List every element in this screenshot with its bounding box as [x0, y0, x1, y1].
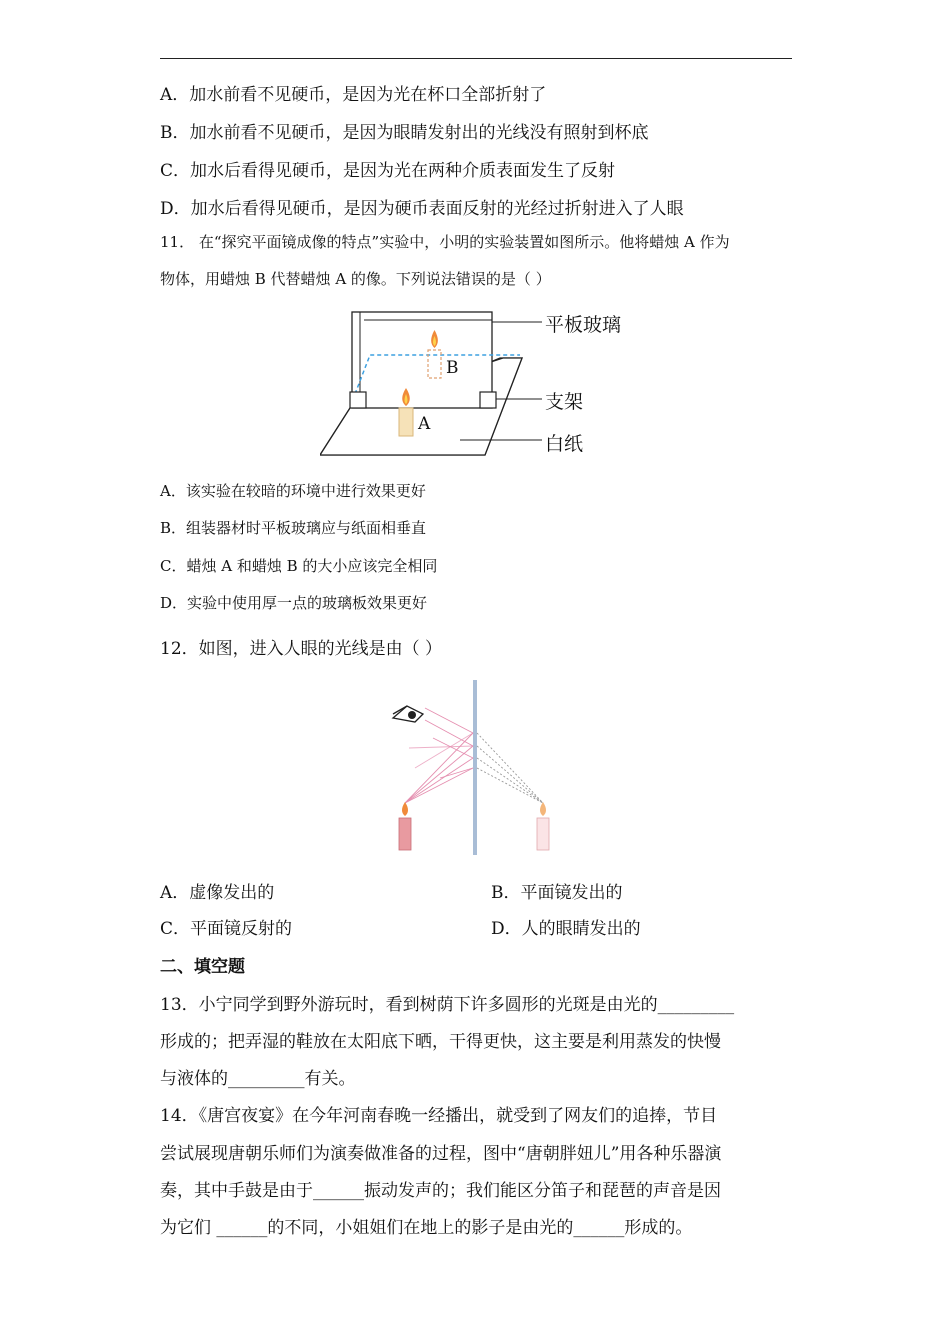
- q10-option-c: C．加水后看得见硬币，是因为光在两种介质表面发生了反射: [160, 161, 616, 181]
- real-candle: [399, 818, 411, 850]
- q13-line2: 形成的；把弄湿的鞋放在太阳底下晒，干得更快，这主要是利用蒸发的快慢: [160, 1032, 721, 1052]
- section-title: 二、填空题: [160, 957, 245, 977]
- q11-option-b: B．组装器材时平板玻璃应与纸面相垂直: [160, 519, 427, 537]
- q10-option-d: D．加水后看得见硬币，是因为硬币表面反射的光经过折射进入了人眼: [160, 199, 684, 219]
- q11-option-a: A．该实验在较暗的环境中进行效果更好: [160, 482, 426, 500]
- q14-line3: 奏，其中手鼓是由于______振动发声的；我们能区分笛子和琵琶的声音是因: [160, 1181, 721, 1201]
- mirror-reflection-figure: [385, 678, 560, 858]
- virtual-rays: [477, 733, 543, 803]
- q11-option-c: C．蜡烛 A 和蜡烛 B 的大小应该完全相同: [160, 557, 438, 575]
- q12-option-d: D．人的眼睛发出的: [491, 919, 641, 939]
- label-stand: 支架: [545, 391, 584, 413]
- header-rule: [160, 58, 792, 59]
- stand-right: [480, 392, 496, 408]
- label-candle-a: A: [418, 414, 431, 434]
- q13-line3: 与液体的_________有关。: [160, 1069, 356, 1089]
- q12-option-c: C．平面镜反射的: [160, 919, 293, 939]
- eye-icon: [393, 706, 423, 722]
- q12-option-b: B．平面镜发出的: [491, 883, 623, 903]
- q10-option-b: B．加水前看不见硬币，是因为眼睛发射出的光线没有照射到杯底: [160, 123, 649, 143]
- label-paper: 白纸: [545, 433, 584, 455]
- q14-line4: 为它们 ______的不同，小姐姐们在地上的影子是由光的______形成的。: [160, 1218, 693, 1238]
- q14-line1: 14．《唐宫夜宴》在今年河南春晚一经播出，就受到了网友们的追捧，节目: [160, 1106, 718, 1126]
- q11-stem-line2: 物体，用蜡烛 B 代替蜡烛 A 的像。下列说法错误的是（ ）: [160, 270, 551, 288]
- candle-a: [399, 408, 413, 436]
- virtual-candle: [537, 818, 549, 850]
- real-flame-icon: [402, 802, 408, 816]
- glass-panel-shape: [352, 312, 492, 408]
- plane-mirror: [473, 680, 477, 855]
- q11-stem-line1: 11． 在“探究平面镜成像的特点”实验中，小明的实验装置如图所示。他将蜡烛 A 作为: [160, 233, 730, 251]
- q14-line2: 尝试展现唐朝乐师们为演奏做准备的过程，图中“唐朝胖妞儿”用各种乐器演: [160, 1144, 722, 1164]
- q10-option-a: A．加水前看不见硬币，是因为光在杯口全部折射了: [160, 85, 547, 105]
- q11-option-d: D．实验中使用厚一点的玻璃板效果更好: [160, 594, 428, 612]
- q12-option-a: A．虚像发出的: [160, 883, 275, 903]
- stand-left: [350, 392, 366, 408]
- q12-stem: 12．如图，进入人眼的光线是由（ ）: [160, 639, 443, 659]
- virtual-flame-icon: [540, 802, 546, 816]
- q13-line1: 13．小宁同学到野外游玩时，看到树荫下许多圆形的光斑是由光的_________: [160, 995, 735, 1015]
- label-glass: 平板玻璃: [545, 314, 622, 336]
- label-candle-b: B: [446, 358, 459, 378]
